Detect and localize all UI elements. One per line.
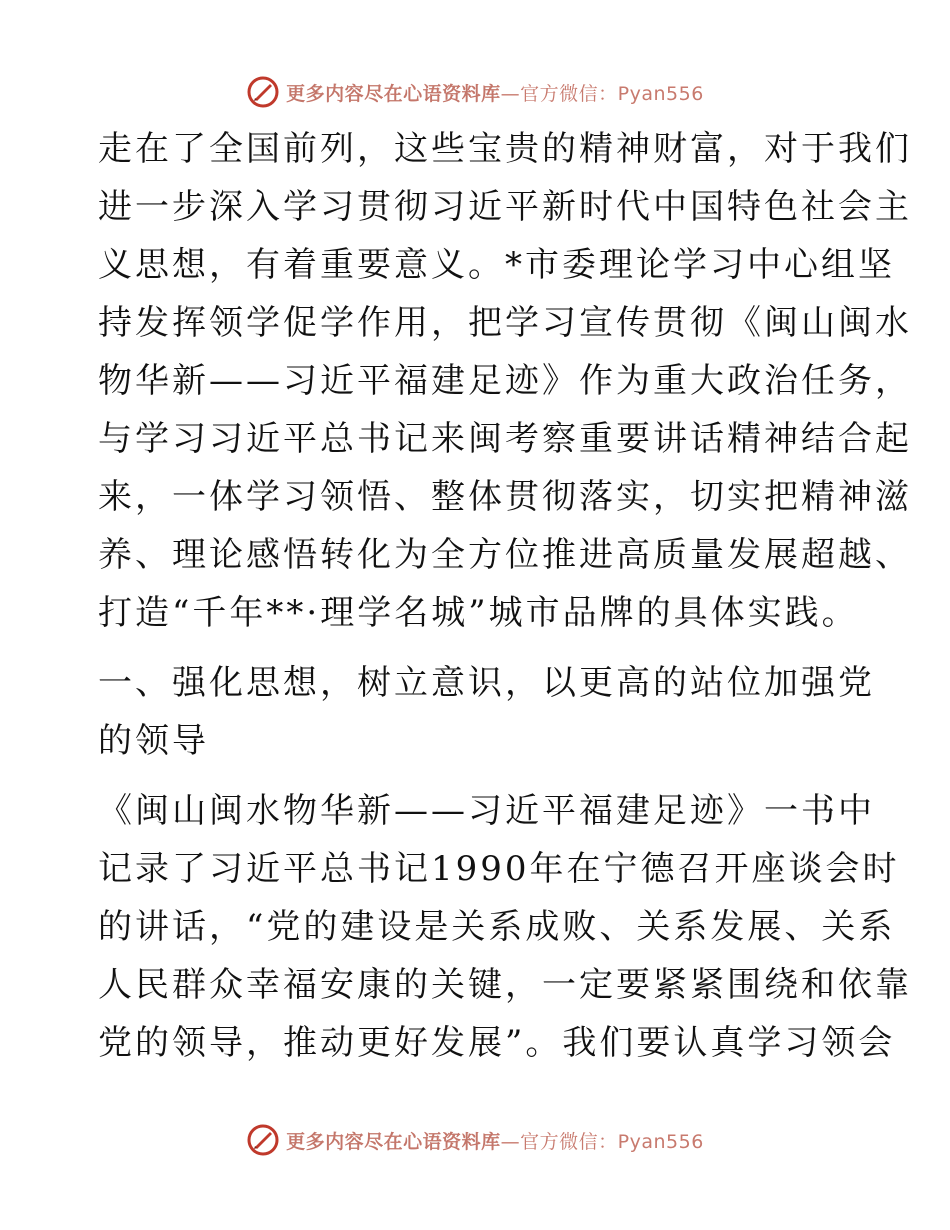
text-line: 进一步深入学习贯彻习近平新时代中国特色社会主 [98, 187, 912, 227]
text-line: 党的领导，推动更好发展”。我们要认真学习领会 [98, 1023, 896, 1063]
banner-text [286, 1127, 704, 1154]
quill-logo-icon [246, 75, 280, 109]
heading-line: 一、强化思想，树立意识，以更高的站位加强党 [98, 663, 875, 703]
banner-wechat: 官方微信：Pyan556 [520, 1130, 704, 1153]
text-line: 《闽山闽水物华新——习近平福建足迹》一书中 [98, 791, 875, 831]
text-line: 与学习习近平总书记来闽考察重要讲话精神结合起 [98, 419, 912, 459]
text-line: 义思想，有着重要意义。*市委理论学习中心组坚 [98, 245, 895, 285]
heading-line: 的领导 [98, 721, 209, 761]
text-line: 持发挥领学促学作用，把学习宣传贯彻《闽山闽水 [98, 303, 912, 343]
text-line: 物华新——习近平福建足迹》作为重大政治任务， [98, 361, 912, 401]
banner-brand: 更多内容尽在心语资料库 [286, 82, 501, 105]
banner-brand: 更多内容尽在心语资料库 [286, 1130, 501, 1153]
text-line: 打造“千年**·理学名城”城市品牌的具体实践。 [98, 593, 859, 633]
text-line: 人民群众幸福安康的关键，一定要紧紧围绕和依靠 [98, 965, 912, 1005]
footer-watermark-banner [0, 1120, 950, 1160]
paragraph-quote [98, 782, 912, 1072]
section-heading [98, 654, 875, 770]
text-line: 走在了全国前列，这些宝贵的精神财富，对于我们 [98, 129, 912, 169]
text-line: 养、理论感悟转化为全方位推进高质量发展超越、 [98, 535, 912, 575]
banner-separator: — [500, 1130, 521, 1153]
header-watermark-banner [0, 72, 950, 112]
quill-logo-icon [246, 1123, 280, 1157]
paragraph-intro [98, 120, 912, 642]
banner-separator: — [500, 82, 521, 105]
text-line: 来，一体学习领悟、整体贯彻落实，切实把精神滋 [98, 477, 912, 517]
text-line: 记录了习近平总书记1990年在宁德召开座谈会时 [98, 849, 900, 889]
banner-text [286, 79, 704, 106]
text-line: 的讲话，“党的建设是关系成败、关系发展、关系 [98, 907, 896, 947]
banner-wechat: 官方微信：Pyan556 [520, 82, 704, 105]
document-body [98, 120, 912, 1072]
